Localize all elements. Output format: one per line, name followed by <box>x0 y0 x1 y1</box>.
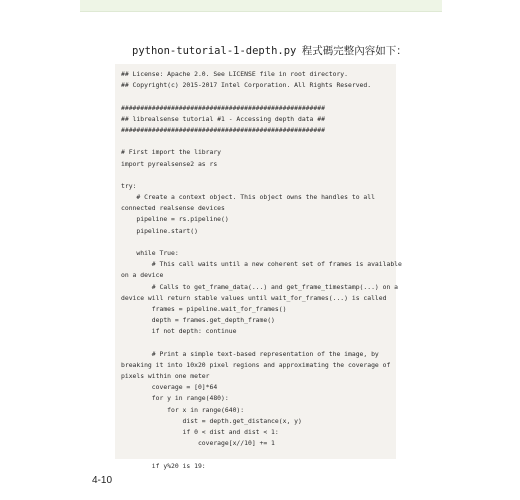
code-intro-description: 程式碼完整內容如下： <box>301 45 407 57</box>
code-lines <box>121 69 402 472</box>
code-line: while True: <box>121 249 179 257</box>
top-header-strip <box>80 0 442 12</box>
code-line: device will return stable values until wait_for_frames(...) is called <box>121 293 387 302</box>
code-line: ##################################################### <box>121 103 325 112</box>
code-line: # Print a simple text-based representation of the image, by <box>121 349 379 358</box>
code-line: # This call waits until a new coherent set of frames is available <box>121 260 402 269</box>
code-line: # Calls to get_frame_data(...) and get_frame_timestamp(...) on a <box>121 282 399 291</box>
page-number: 4-10 <box>92 475 113 486</box>
code-line: for y in range(480): <box>121 394 229 403</box>
code-line: frames = pipeline.wait_for_frames() <box>121 304 287 313</box>
code-line <box>121 237 394 248</box>
code-line: if y%20 is 19: <box>121 461 206 470</box>
code-line: pipeline = rs.pipeline() <box>121 215 229 224</box>
code-line <box>121 449 394 460</box>
code-line: ## Copyright(c) 2015-2017 Intel Corporation. All Rights Reserved. <box>121 81 372 90</box>
code-line: pixels within one meter <box>121 372 210 381</box>
code-line: pipeline.start() <box>121 226 198 235</box>
code-line: import pyrealsense2 as rs <box>121 159 218 168</box>
code-line <box>121 91 394 102</box>
code-line: try: <box>121 181 137 190</box>
code-line: dist = depth.get_distance(x, y) <box>121 416 302 425</box>
code-line <box>121 136 394 147</box>
code-line: if 0 < dist and dist < 1: <box>121 428 279 436</box>
code-filename: python-tutorial-1-depth.py <box>132 45 297 57</box>
code-line: # First import the library <box>121 148 222 157</box>
code-line: connected realsense devices <box>121 204 225 213</box>
code-line <box>121 338 394 349</box>
code-line: for x in range(640): <box>121 405 245 414</box>
code-line <box>121 170 394 181</box>
code-line: coverage = [0]*64 <box>121 383 218 392</box>
code-line: ##################################################### <box>121 125 325 134</box>
code-line: breaking it into 10x20 pixel regions and approximating the coverage of <box>121 360 391 369</box>
code-line: ## librealsense tutorial #1 - Accessing depth data ## <box>121 114 325 123</box>
code-listing <box>115 64 402 470</box>
code-line: on a device <box>121 271 164 280</box>
code-line: ## License: Apache 2.0. See LICENSE file in root directory. <box>121 70 349 78</box>
code-line: depth = frames.get_depth_frame() <box>121 316 275 325</box>
code-intro <box>132 43 432 58</box>
code-line: if not depth: continue <box>121 327 237 336</box>
code-line: coverage[x//10] += 1 <box>121 439 275 448</box>
code-line: # Create a context object. This object owns the handles to all <box>121 193 375 202</box>
